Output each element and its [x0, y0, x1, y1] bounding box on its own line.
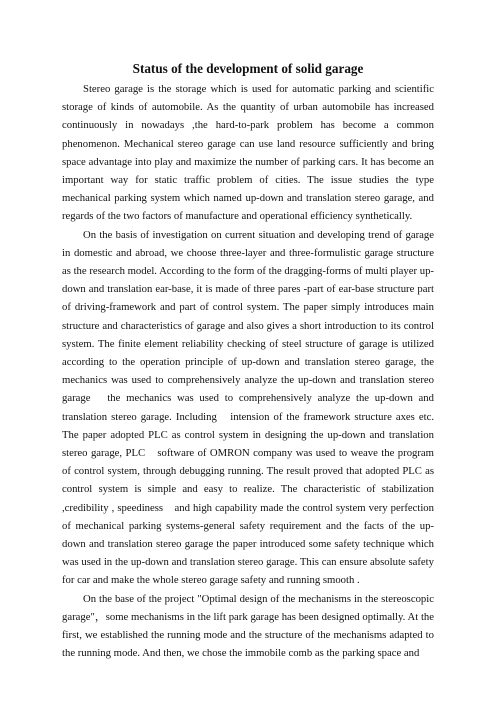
paragraph-1: Stereo garage is the storage which is used for automatic parking and scientific storage of kinds of automobile. As the quantity of urban automobile has increased continuously in nowadays ,the hard-to-park problem has become a common phenomenon. Mechanical stereo garage can use land resource sufficiently and bring space advantage into play and maximize the number of parking cars. It has become an important way for static traffic problem of cities. The issue studies the type mechanical parking system which named up-down and translation stereo garage, and regards of the two factors of manufacture and operational efficiency synthetically.: [62, 83, 434, 223]
paragraph-3: On the base of the project "Optimal design of the mechanisms in the stereoscopic garage"，some mechanisms in the lift park garage has been designed optimally. At the first, we established the running mode and the structure of the mechanisms adapted to the running mode. And then, we chose the immobile comb as the parking space and: [62, 592, 434, 660]
paragraph-2: On the basis of investigation on current situation and developing trend of garage in domestic and abroad, we choose three-layer and three-formulistic garage structure as the research model. According to the form of the dragging-forms of multi player up-down and translation ear-base, it is made of three pares -part of ear-base structure part of driving-framework and part of control system. The paper simply introduces main structure and characteristics of garage and also gives a short introduction to its control system. The finite element reliability checking of steel structure of garage is utilized according to the operation principle of up-down and translation stereo garage, the mechanics was used to comprehensively analyze the up-down and translation stereo garage the mechanics was used to comprehensively analyze the up-down and translation stereo garage. Including intension of the framework structure axes etc. The paper adopted PLC as control system in designing the up-down and translation stereo garage, PLC software of OMRON company was used to weave the program of control system, through debugging running. The result proved that adopted PLC as control system is simple and easy to realize. The characteristic of stabilization ,credibility , speediness and high capability made the control system very perfection of mechanical parking systems-general safety requirement and the facts of the up-down and translation stereo garage the paper introduced some safety technique which was used in the up-down and translation stereo garage. This can ensure absolute safety for car and make the whole stereo garage safety and running smooth .: [62, 228, 434, 587]
document-title: Status of the development of solid garage: [132, 61, 364, 76]
document-body: [62, 60, 434, 663]
